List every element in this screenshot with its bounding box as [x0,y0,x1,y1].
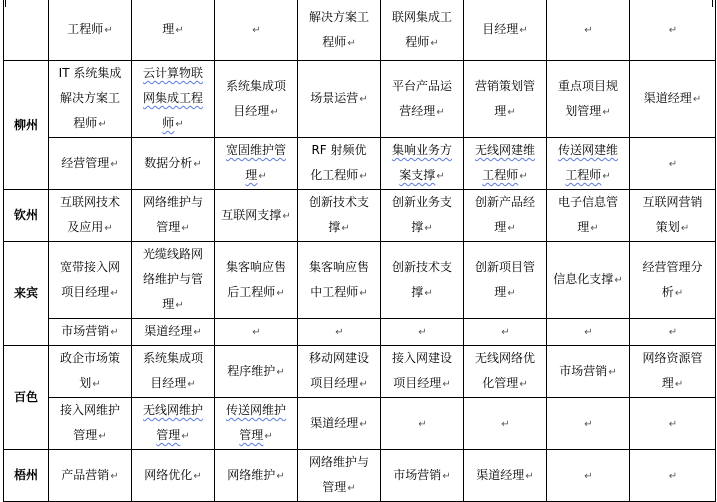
position-cell: 系统集成项 目经理↵ [132,346,215,398]
position-cell [630,319,716,346]
paragraph-mark-icon: ↵ [680,223,690,234]
paragraph-mark-icon: ↵ [668,158,678,170]
paragraph-mark-icon: ↵ [525,470,534,482]
paragraph-mark-icon: ↵ [175,119,184,130]
position-cell: 营销策划管 理↵ [464,61,547,138]
position-cell: 工程师↵ [49,0,132,61]
paragraph-mark-icon: ↵ [519,379,528,390]
paragraph-mark-icon: ↵ [359,418,368,430]
position-cell: 宽带接入网 项目经理↵ [49,242,132,319]
position-cell: RF 射频优 化工程师↵ [298,138,381,190]
table-row [4,319,716,346]
city-label: 钦州 [13,208,38,222]
position-cell [215,0,298,61]
city-label: 梧州 [13,468,38,482]
paragraph-mark-icon: ↵ [436,106,445,118]
position-cell: 网络维护与 管理↵ [132,190,215,242]
position-cell: 移动网建设 项目经理↵ [298,346,381,398]
position-cell: 传送网维护 管理↵ [215,398,298,450]
city-label: 柳州 [13,117,38,132]
paragraph-mark-icon: ↵ [347,483,356,494]
position-cell: 市场营销↵ [49,319,132,346]
paragraph-mark-icon: ↵ [193,327,202,338]
paragraph-mark-icon: ↵ [98,431,107,442]
table-row [4,61,716,138]
position-cell: 集客响应售 后工程师↵ [215,242,298,319]
table-row [4,346,716,398]
position-cell: 光缆线路网 络维护与管 理↵ [132,242,215,319]
paragraph-mark-icon: ↵ [347,37,356,49]
position-cell [298,319,381,346]
paragraph-mark-icon: ↵ [359,287,368,299]
position-cell: 接入网维护 管理↵ [49,398,132,450]
paragraph-mark-icon: ↵ [602,171,611,182]
position-cell: 无线网建维 工程师↵ [464,138,547,190]
paragraph-mark-icon: ↵ [110,158,119,170]
job-positions-table [3,0,716,502]
table-row [4,190,716,242]
position-cell: 创新技术支 撑↵ [298,190,381,242]
paragraph-mark-icon: ↵ [442,379,451,390]
paragraph-mark-icon: ↵ [507,287,516,299]
position-cell: 市场营销↵ [381,450,464,502]
city-label: 来宾 [13,286,38,300]
paragraph-mark-icon: ↵ [584,470,593,482]
position-cell [630,138,716,190]
paragraph-mark-icon: ↵ [442,470,451,482]
paragraph-mark-icon: ↵ [602,106,611,118]
position-cell: 经营管理↵ [49,138,132,190]
paragraph-mark-icon: ↵ [252,25,261,36]
paragraph-mark-icon: ↵ [110,470,119,482]
position-cell: 系统集成项 目经理↵ [215,61,298,138]
paragraph-mark-icon: ↵ [501,327,510,338]
city-cell [4,0,49,61]
paragraph-mark-icon: ↵ [418,327,427,338]
position-cell: 接入网建设 项目经理↵ [381,346,464,398]
position-cell: 重点项目规 划管理↵ [547,61,630,138]
paragraph-mark-icon: ↵ [674,379,684,390]
city-cell [4,190,49,242]
table-row [4,242,716,319]
position-cell: 无线网络优 化管理↵ [464,346,547,398]
position-cell: 理↵ [132,0,215,61]
paragraph-mark-icon: ↵ [424,287,433,299]
paragraph-mark-icon: ↵ [692,94,702,105]
position-cell: 联网集成工 程师↵ [381,0,464,61]
paragraph-mark-icon: ↵ [614,275,623,286]
position-cell: 创新技术支 撑↵ [381,242,464,319]
city-cell [4,61,49,190]
paragraph-mark-icon: ↵ [359,94,368,105]
paragraph-mark-icon: ↵ [98,119,107,130]
position-cell: 网络维护↵ [215,450,298,502]
position-cell: 程序维护↵ [215,346,298,398]
paragraph-mark-icon: ↵ [92,379,101,390]
paragraph-mark-icon: ↵ [110,287,119,299]
position-cell: 电子信息管 理↵ [547,190,630,242]
position-cell: 渠道经理↵ [464,450,547,502]
position-cell: 创新项目管 理↵ [464,242,547,319]
position-cell: 目经理↵ [464,0,547,61]
paragraph-mark-icon: ↵ [193,470,202,482]
position-cell [464,319,547,346]
position-cell: 云计算物联 网集成工程 师↵ [132,61,215,138]
paragraph-mark-icon: ↵ [187,379,196,390]
position-cell [547,0,630,61]
paragraph-mark-icon: ↵ [252,327,261,338]
paragraph-mark-icon: ↵ [590,223,599,234]
position-cell: 政企市场策 划↵ [49,346,132,398]
paragraph-mark-icon: ↵ [104,25,113,36]
table-row [4,450,716,502]
position-cell: 集响业务方 案支撑↵ [381,138,464,190]
position-cell [630,0,716,61]
paragraph-mark-icon: ↵ [584,25,593,36]
position-cell [215,319,298,346]
position-cell: 渠道经理↵ [132,319,215,346]
position-cell: 创新产品经 理↵ [464,190,547,242]
position-cell: 渠道经理↵ [630,61,716,138]
position-cell [547,319,630,346]
paragraph-mark-icon: ↵ [104,223,113,234]
city-cell [4,346,49,450]
position-cell: 宽固维护管 理↵ [215,138,298,190]
paragraph-mark-icon: ↵ [276,470,285,482]
position-cell [381,319,464,346]
position-cell: 市场营销↵ [547,346,630,398]
position-cell: 产品营销↵ [49,450,132,502]
position-cell: IT 系统集成 解决方案工 程师↵ [49,61,132,138]
paragraph-mark-icon: ↵ [436,171,445,182]
position-cell: 集客响应售 中工程师↵ [298,242,381,319]
paragraph-mark-icon: ↵ [335,327,344,338]
position-cell: 网络维护与 管理↵ [298,450,381,502]
position-cell: 信息化支撑↵ [547,242,630,319]
position-cell: 传送网建维 工程师↵ [547,138,630,190]
paragraph-mark-icon: ↵ [359,379,368,390]
table-row [4,138,716,190]
position-cell [630,450,716,502]
paragraph-mark-icon: ↵ [341,223,350,234]
position-cell [381,398,464,450]
position-cell: 互联网营销 策划↵ [630,190,716,242]
paragraph-mark-icon: ↵ [193,158,202,170]
paragraph-mark-icon: ↵ [584,327,593,338]
paragraph-mark-icon: ↵ [175,25,184,36]
paragraph-mark-icon: ↵ [276,366,285,378]
position-cell: 互联网支撑↵ [215,190,298,242]
position-cell: 平台产品运 营经理↵ [381,61,464,138]
position-cell: 场景运营↵ [298,61,381,138]
position-cell: 互联网技术 及应用↵ [49,190,132,242]
position-cell [630,398,716,450]
position-cell: 网络优化↵ [132,450,215,502]
paragraph-mark-icon: ↵ [519,171,528,182]
paragraph-mark-icon: ↵ [668,418,678,430]
paragraph-mark-icon: ↵ [668,25,678,36]
position-cell: 渠道经理↵ [298,398,381,450]
city-cell [4,242,49,346]
paragraph-mark-icon: ↵ [276,287,285,299]
paragraph-mark-icon: ↵ [282,210,291,222]
paragraph-mark-icon: ↵ [668,470,678,482]
paragraph-mark-icon: ↵ [175,300,184,311]
paragraph-mark-icon: ↵ [608,366,617,378]
position-cell: 无线网维护 管理↵ [132,398,215,450]
position-cell: 解决方案工 程师↵ [298,0,381,61]
paragraph-mark-icon: ↵ [181,431,190,442]
paragraph-mark-icon: ↵ [424,223,433,234]
position-cell [547,450,630,502]
paragraph-mark-icon: ↵ [264,431,273,442]
city-label: 百色 [13,390,38,404]
paragraph-mark-icon: ↵ [674,287,684,299]
paragraph-mark-icon: ↵ [430,37,439,49]
city-cell [4,450,49,502]
paragraph-mark-icon: ↵ [519,25,528,36]
paragraph-mark-icon: ↵ [359,171,368,182]
position-cell: 经营管理分 析↵ [630,242,716,319]
paragraph-mark-icon: ↵ [418,418,427,430]
paragraph-mark-icon: ↵ [584,418,593,430]
position-cell: 数据分析↵ [132,138,215,190]
paragraph-mark-icon: ↵ [181,223,190,234]
paragraph-mark-icon: ↵ [110,327,119,338]
paragraph-mark-icon: ↵ [507,106,516,118]
paragraph-mark-icon: ↵ [270,106,279,118]
paragraph-mark-icon: ↵ [507,223,516,234]
paragraph-mark-icon: ↵ [668,327,678,338]
position-cell: 创新业务支 撑↵ [381,190,464,242]
position-cell: 网络资源管 理↵ [630,346,716,398]
position-cell [464,398,547,450]
table-row [4,0,716,61]
paragraph-mark-icon: ↵ [258,171,267,182]
paragraph-mark-icon: ↵ [501,418,510,430]
position-cell [547,398,630,450]
table-row [4,398,716,450]
